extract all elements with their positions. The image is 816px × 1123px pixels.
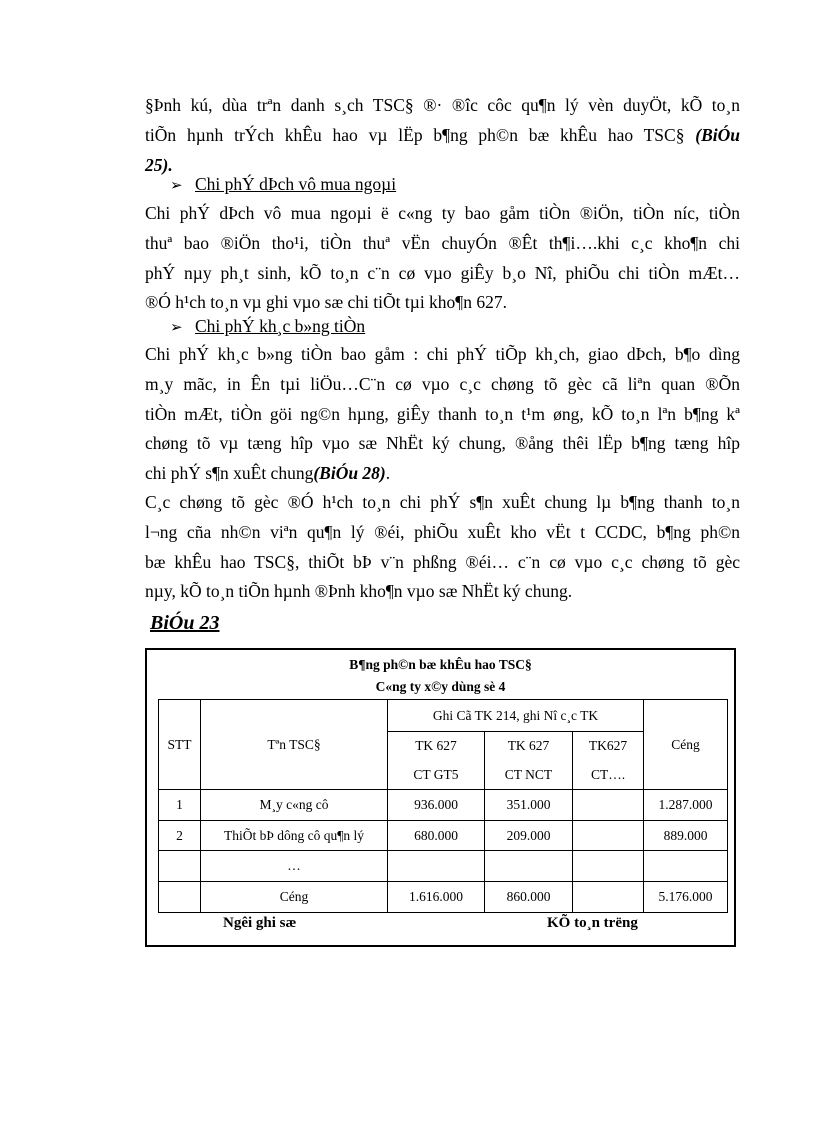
cell-col1: 1.616.000 — [388, 882, 485, 913]
paragraph-outsourced-services — [145, 199, 740, 318]
cell-stt: 2 — [159, 821, 201, 851]
text-line — [145, 121, 740, 151]
cell-stt — [159, 882, 201, 913]
header-stt: STT — [159, 700, 201, 790]
cell-total: 5.176.000 — [644, 882, 728, 913]
paragraph-depreciation — [145, 91, 740, 180]
text-span: tiÕn hµnh trÝch khÊu hao vµ lËp b¶ng ph©n bæ khÊu hao TSC§ — [145, 124, 696, 145]
cell-asset-name: M¸y c«ng cô — [201, 790, 388, 821]
cell-col1: 680.000 — [388, 821, 485, 851]
cell-col1: 936.000 — [388, 790, 485, 821]
depreciation-table-frame — [145, 648, 736, 947]
cell-col2: 209.000 — [485, 821, 573, 851]
cell-col3 — [573, 882, 644, 913]
header-col1-account: TK 627 — [388, 732, 485, 761]
table-title: B¶ng ph©n bæ khÊu hao TSC§ — [349, 657, 532, 672]
text-line: thuª bao ®iÖn tho¹i, tiÒn thuª vËn chuyÓn ®Êt th¶i….khi c¸c kho¶n chi — [145, 232, 740, 253]
header-col1-project: CT GT5 — [388, 761, 485, 790]
cell-total: 889.000 — [644, 821, 728, 851]
cell-col1 — [388, 851, 485, 882]
table-row — [159, 851, 728, 882]
header-group: Ghi Cã TK 214, ghi Nî c¸c TK — [388, 700, 644, 732]
cell-asset-name: ThiÕt bÞ dông cô qu¶n lý — [201, 821, 388, 851]
text-line: Chi phÝ kh¸c b»ng tiÒn bao gåm : chi phÝ tiÕp kh¸ch, giao dÞch, b¶o dìng — [145, 344, 740, 364]
figure-heading: BiÓu 23 — [150, 612, 220, 634]
cell-stt — [159, 851, 201, 882]
text-line: chøng tõ vµ tæng hîp vµo sæ NhËt ký chung, ®ång thêi lËp b¶ng tæng hîp — [145, 433, 740, 454]
cell-asset-name: Céng — [201, 882, 388, 913]
text-line: §Þnh kú, dùa trªn danh s¸ch TSC§ ®· ®îc côc qu¶n lý vèn duyÖt, kÕ to¸n — [145, 95, 740, 115]
bullet-outsourced-services — [170, 170, 396, 202]
header-col3-account: TK627 — [573, 732, 644, 761]
signature-recorder: Ngêi ghi sæ — [223, 915, 297, 931]
cell-col3 — [573, 790, 644, 821]
table-subtitle: C«ng ty x©y dùng sè 4 — [375, 679, 506, 694]
text-line: ®Ó h¹ch to¸n vµ ghi vµo sæ chi tiÕt tµi kho¶n 627. — [145, 292, 507, 313]
text-line: l¬ng cña nh©n viªn qu¶n lý ®éi, phiÕu xuÊt kho vËt t CCDC, b¶ng ph©n — [145, 521, 740, 542]
header-asset-name: Tªn TSC§ — [201, 700, 388, 790]
text-line: tiÒn mÆt, tiÒn göi ng©n hµng, giÊy thanh to¸n t¹m øng, kÕ to¸n lªn b¶ng kª — [145, 403, 740, 424]
text-line: nµy, kÕ to¸n tiÕn hµnh ®Þnh kho¶n vµo sæ NhËt ký chung. — [145, 581, 573, 602]
paragraph-other-cash-costs — [145, 340, 740, 489]
cell-asset-name: … — [201, 851, 388, 882]
table-row — [159, 821, 728, 851]
text-line: C¸c chøng tõ gèc ®Ó h¹ch to¸n chi phÝ s¶n xuÊt chung lµ b¶ng thanh to¸n — [145, 492, 740, 512]
cell-total: 1.287.000 — [644, 790, 728, 821]
header-col2-project: CT NCT — [485, 761, 573, 790]
text-line — [145, 459, 740, 489]
figure-reference: (BiÓu — [695, 124, 740, 145]
table-row-total — [159, 882, 728, 913]
cell-stt: 1 — [159, 790, 201, 821]
text-line: bæ khÊu hao TSC§, thiÕt bÞ v¨n phßng ®éi… c¨n cø vµo c¸c chøng tõ gèc — [145, 551, 740, 572]
bullet-label: Chi phÝ kh¸c b»ng tiÒn — [195, 316, 366, 336]
cell-col2: 351.000 — [485, 790, 573, 821]
figure-reference: 25). — [145, 154, 173, 175]
header-total: Céng — [644, 700, 728, 790]
text-span: chi phÝ s¶n xuÊt chung — [145, 463, 314, 484]
cell-col3 — [573, 821, 644, 851]
table-row — [159, 790, 728, 821]
cell-total — [644, 851, 728, 882]
arrow-bullet-icon: ➢ — [170, 320, 183, 336]
text-span: . — [385, 463, 391, 484]
signature-chief-accountant: KÕ to¸n trëng — [547, 915, 638, 931]
text-line: m¸y mãc, in Ên tµi liÖu…C¨n cø vµo c¸c chøng tõ gèc cã liªn quan ®Õn — [145, 373, 740, 394]
cell-col2: 860.000 — [485, 882, 573, 913]
paragraph-source-documents — [145, 488, 740, 607]
text-line: phÝ nµy ph¸t sinh, kÕ to¸n c¨n cø vµo giÊy b¸o Nî, phiÕu chi tiÒn mÆt… — [145, 262, 740, 283]
header-col2-account: TK 627 — [485, 732, 573, 761]
header-col3-project: CT…. — [573, 761, 644, 790]
arrow-bullet-icon: ➢ — [170, 178, 183, 194]
bullet-label: Chi phÝ dÞch vô mua ngoµi — [195, 174, 397, 194]
cell-col2 — [485, 851, 573, 882]
text-line: Chi phÝ dÞch vô mua ngoµi ë c«ng ty bao gåm tiÒn ®iÖn, tiÒn níc, tiÒn — [145, 203, 740, 223]
cell-col3 — [573, 851, 644, 882]
depreciation-table — [158, 699, 728, 913]
figure-reference: (BiÓu 28) — [313, 463, 386, 484]
